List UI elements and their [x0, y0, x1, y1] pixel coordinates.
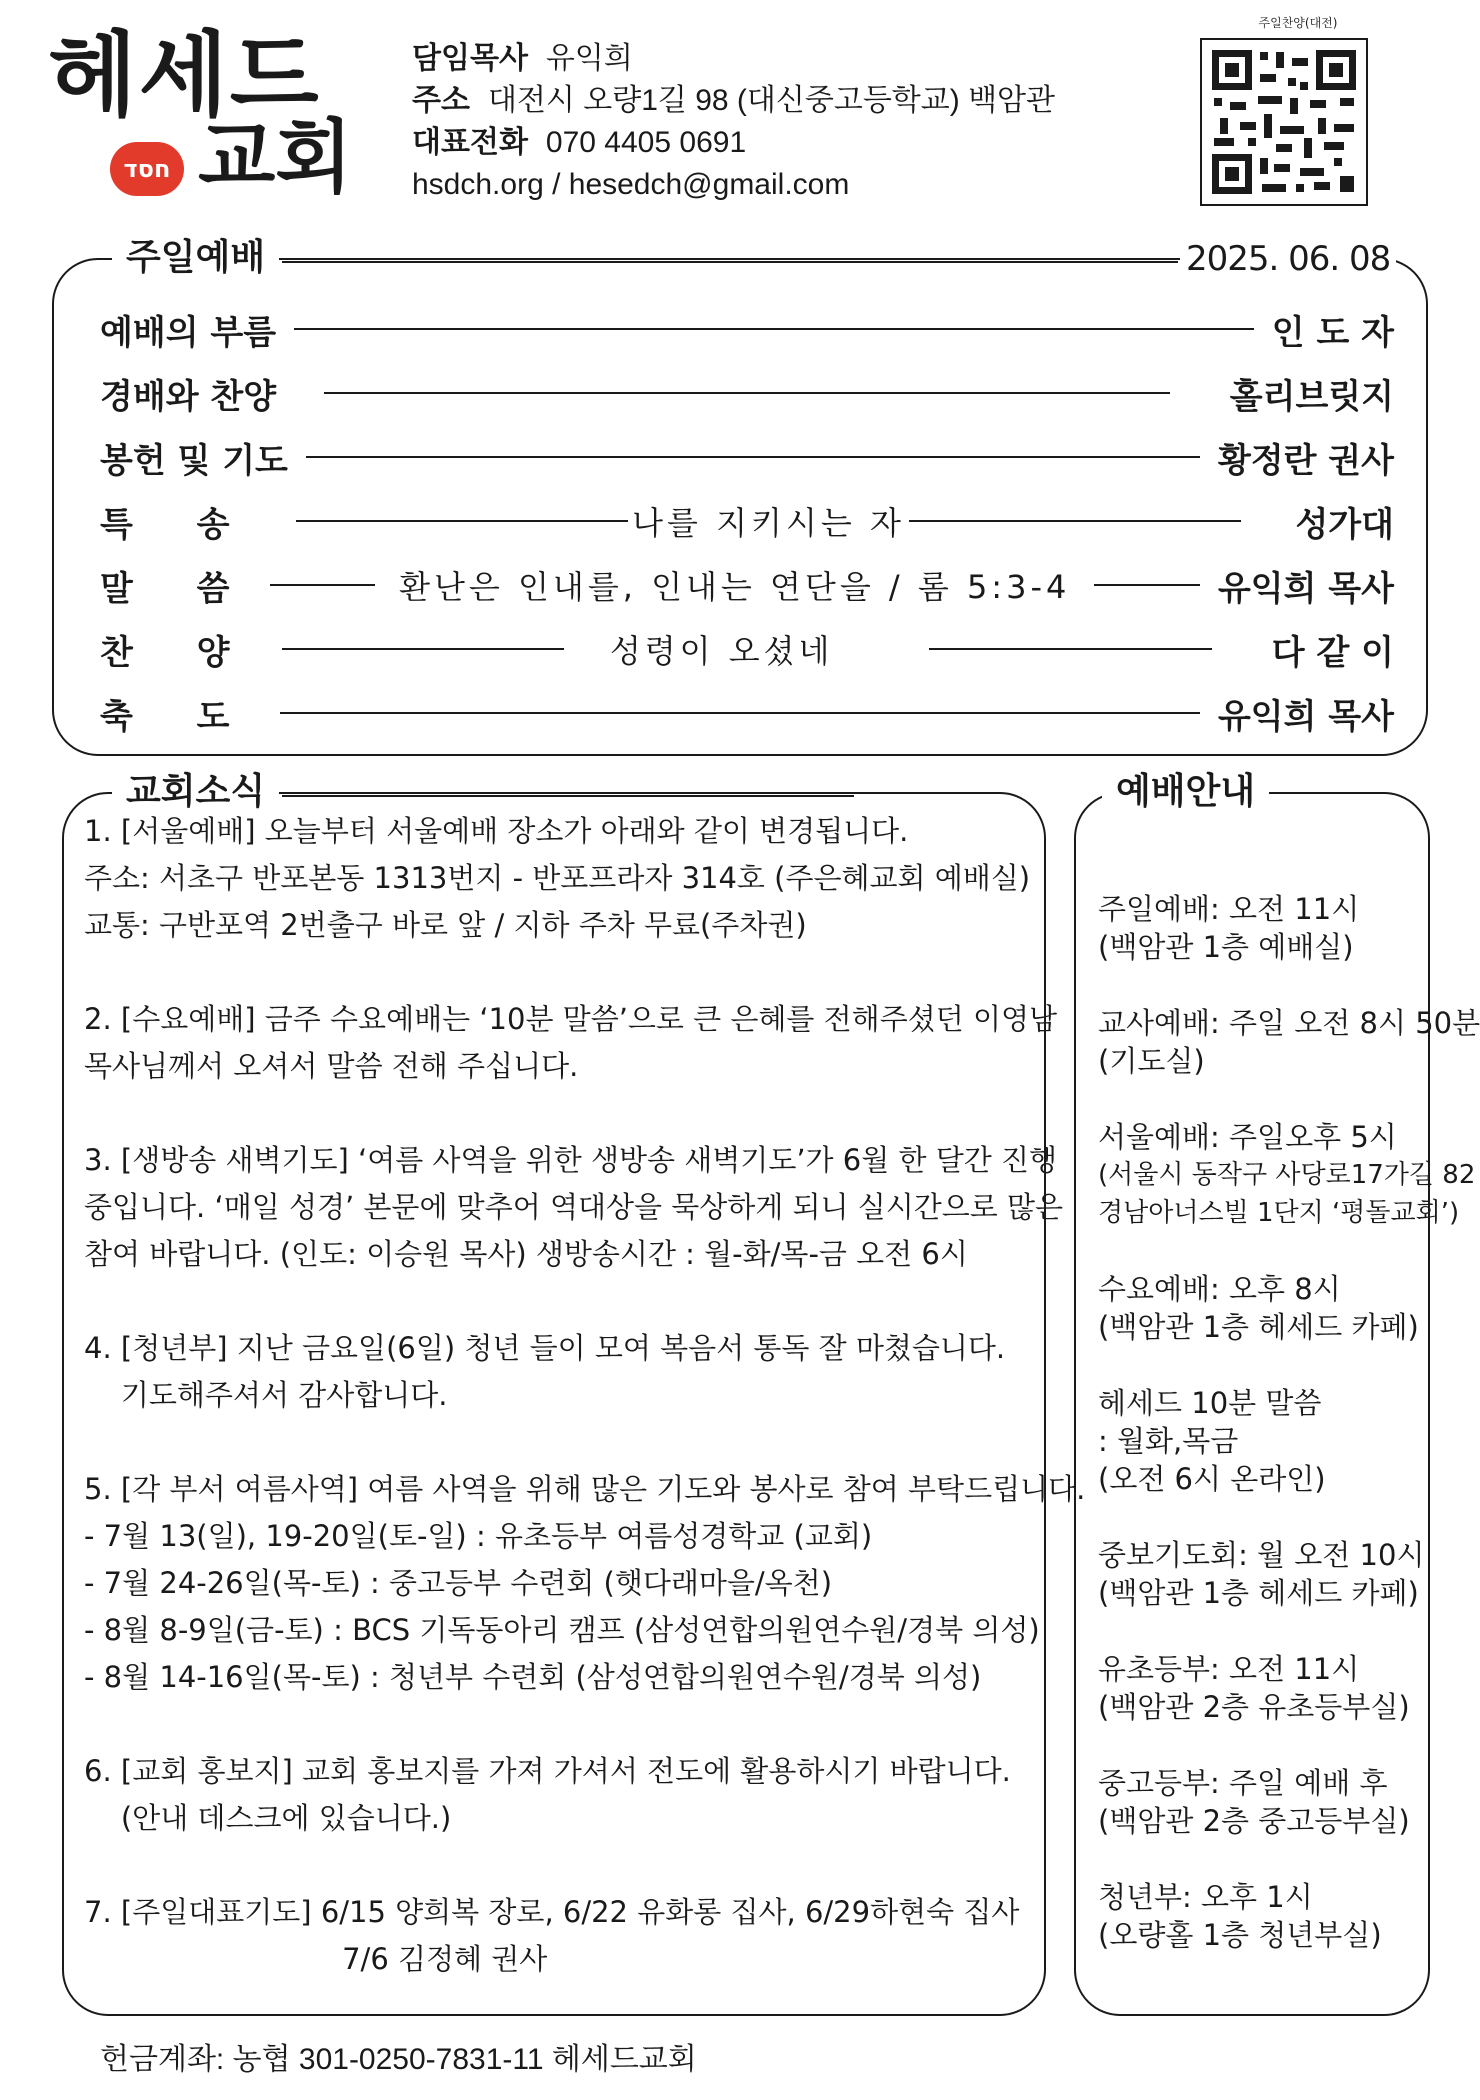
guide-line: [1098, 1726, 1428, 1764]
news-line: [84, 1842, 1044, 1889]
news-list: [84, 808, 1086, 1983]
guide-line: (백암관 2층 유초등부실): [1098, 1690, 1410, 1724]
row-label: 봉헌 및 기도: [100, 440, 288, 481]
row-rule: [294, 328, 1254, 330]
pastor-info: [412, 44, 633, 74]
web-email: hsdch.org / hesedch@gmail.com: [412, 168, 850, 201]
guide-line: [1098, 1498, 1428, 1536]
row-rule: [306, 456, 1200, 458]
news-line: 6. [교회 홍보지] 교회 홍보지를 가져 가셔서 전도에 활용하시기 바랍니다.: [84, 1754, 1011, 1788]
news-line: 3. [생방송 새벽기도] ‘여름 사역을 위한 생방송 새벽기도’가 6월 한 달간 진행: [84, 1143, 1057, 1177]
news-line: 참여 바랍니다. (인도: 이승원 목사) 생방송시간 : 월-화/목-금 오전 6시: [84, 1237, 968, 1271]
row-person: 성가대: [1295, 504, 1394, 545]
guide-line: 서울예배: 주일오후 5시: [1098, 1120, 1397, 1154]
row-middle: 나를 지키시는 자: [632, 504, 905, 542]
guide-line: (백암관 1층 예배실): [1098, 930, 1354, 964]
news-line: 2. [수요예배] 금주 수요예배는 ‘10분 말씀’으로 큰 은혜를 전해주셨던 이영남: [84, 1002, 1057, 1036]
phone-info: [412, 128, 746, 158]
row-label: 찬 양: [100, 632, 256, 673]
row-person: 인 도 자: [1271, 312, 1394, 353]
guide-line: 중고등부: 주일 예배 후: [1098, 1766, 1388, 1800]
address-label: 주소: [412, 84, 470, 117]
news-line: 기도해주셔서 감사합니다.: [84, 1378, 448, 1412]
guide-line: (백암관 2층 중고등부실): [1098, 1804, 1410, 1838]
guide-line: [1098, 966, 1428, 1004]
guide-line: (백암관 1층 헤세드 카페): [1098, 1576, 1419, 1610]
church-logo: [48, 22, 368, 204]
row-person: 유익희 목사: [1217, 568, 1394, 609]
worship-date: 2025. 06. 08: [1180, 242, 1396, 276]
worship-row-call: [100, 307, 1394, 351]
logo-seal: חסד: [110, 142, 184, 196]
guide-line: 유초등부: 오전 11시: [1098, 1652, 1360, 1686]
guide-line: (기도실): [1098, 1044, 1205, 1078]
row-rule: [909, 520, 1242, 522]
row-rule: [296, 520, 629, 522]
news-line: [84, 949, 1044, 996]
guide-line: 헤세드 10분 말씀: [1098, 1386, 1322, 1420]
guide-line: 중보기도회: 월 오전 10시: [1098, 1538, 1425, 1572]
row-rule: [270, 584, 376, 586]
row-label: 경배와 찬양: [100, 376, 277, 417]
qr-caption: 주일찬양(대전): [1258, 16, 1338, 30]
row-label: 예배의 부름: [100, 312, 277, 353]
guide-line: [1098, 1840, 1428, 1878]
worship-title: 주일예배: [112, 240, 279, 276]
worship-row-benediction: [100, 691, 1394, 735]
guide-line: (서울시 동작구 사당로17가길 82: [1098, 1160, 1476, 1190]
title-rule: [282, 795, 854, 797]
phone-label: 대표전화: [412, 126, 528, 159]
news-line: 4. [청년부] 지난 금요일(6일) 청년 들이 모여 복음서 통독 잘 마쳤습니다.: [84, 1331, 1006, 1365]
guide-line: 경남아너스빌 1단지 ‘평돌교회’): [1098, 1198, 1460, 1228]
guide-line: 주일예배: 오전 11시: [1098, 892, 1360, 926]
row-middle: 성령이 오셨네: [609, 632, 834, 670]
row-person: 황정란 권사: [1217, 440, 1394, 481]
row-person: 홀리브릿지: [1229, 376, 1394, 417]
guide-line: 수요예배: 오후 8시: [1098, 1272, 1341, 1306]
row-rule: [1094, 584, 1200, 586]
guide-line: 청년부: 오후 1시: [1098, 1880, 1313, 1914]
news-line: 5. [각 부서 여름사역] 여름 사역을 위해 많은 기도와 봉사로 참여 부탁드립니다.: [84, 1472, 1086, 1506]
guide-list: [1098, 890, 1480, 1954]
row-middle: 환난은 인내를, 인내는 연단을 / 롬 5:3-4: [399, 568, 1071, 606]
pastor-name: 유익희: [545, 42, 633, 75]
guide-line: : 월화,목금: [1098, 1424, 1239, 1458]
logo-text-line1: 헤세드: [48, 22, 321, 129]
pastor-label: 담임목사: [412, 42, 528, 75]
news-line: - 7월 13(일), 19-20일(토-일) : 유초등부 여름성경학교 (교회): [84, 1519, 873, 1553]
qr-code-icon[interactable]: [1200, 38, 1368, 206]
row-rule: [929, 648, 1211, 650]
offering-account: 헌금계좌: 농협 301-0250-7831-11 헤세드교회: [100, 2043, 697, 2076]
news-title: 교회소식: [112, 774, 279, 810]
guide-line: 교사예배: 주일 오전 8시 50분: [1098, 1006, 1480, 1040]
row-rule: [324, 392, 1170, 394]
news-line: 1. [서울예배] 오늘부터 서울예배 장소가 아래와 같이 변경됩니다.: [84, 814, 909, 848]
guide-line: (오전 6시 온라인): [1098, 1462, 1326, 1496]
news-line: (안내 데스크에 있습니다.): [84, 1801, 452, 1835]
news-line: - 8월 14-16일(목-토) : 청년부 수련회 (삼성연합의원연수원/경북 의성): [84, 1660, 982, 1694]
news-line: 7. [주일대표기도] 6/15 양희복 장로, 6/22 유화롱 집사, 6/29하현숙 집사: [84, 1895, 1020, 1929]
worship-row-special-song: [100, 499, 1394, 543]
logo-text-line2: 교회: [198, 111, 353, 204]
title-rule: [282, 261, 1178, 263]
row-label: 특 송: [100, 504, 256, 545]
news-line: [84, 1278, 1044, 1325]
news-line: 7/6 김정혜 권사: [84, 1942, 548, 1976]
guide-line: [1098, 1232, 1428, 1270]
news-line: 교통: 구반포역 2번출구 바로 앞 / 지하 주차 무료(주차권): [84, 908, 807, 942]
guide-title: 예배안내: [1102, 774, 1269, 810]
worship-row-praise: [100, 371, 1394, 415]
row-label: 축 도: [100, 696, 256, 737]
news-line: 중입니다. ‘매일 성경’ 본문에 맞추어 역대상을 묵상하게 되니 실시간으로 많은: [84, 1190, 1064, 1224]
row-person: 유익희 목사: [1217, 696, 1394, 737]
row-label: 말 씀: [100, 568, 256, 609]
guide-line: (백암관 1층 헤세드 카페): [1098, 1310, 1419, 1344]
news-line: - 8월 8-9일(금-토) : BCS 기독동아리 캠프 (삼성연합의원연수원/경북 의성): [84, 1613, 1040, 1647]
phone-value: 070 4405 0691: [545, 126, 747, 159]
news-line: [84, 1090, 1044, 1137]
row-rule: [280, 712, 1200, 714]
guide-line: [1098, 1612, 1428, 1650]
worship-row-sermon: [100, 563, 1394, 607]
news-line: - 7월 24-26일(목-토) : 중고등부 수련회 (햇다래마을/옥천): [84, 1566, 833, 1600]
worship-row-hymn: [100, 627, 1394, 671]
row-person: 다 같 이: [1271, 632, 1394, 673]
news-line: 목사님께서 오셔서 말씀 전해 주십니다.: [84, 1049, 579, 1083]
row-rule: [282, 648, 564, 650]
news-line: [84, 1419, 1044, 1466]
worship-row-offering: [100, 435, 1394, 479]
guide-line: (오량홀 1층 청년부실): [1098, 1918, 1382, 1952]
guide-line: [1098, 1080, 1428, 1118]
news-line: [84, 1701, 1044, 1748]
address-info: [412, 86, 1055, 116]
address-value: 대전시 오량1길 98 (대신중고등학교) 백암관: [487, 84, 1056, 117]
news-line: 주소: 서초구 반포본동 1313번지 - 반포프라자 314호 (주은혜교회 예배실): [84, 861, 1031, 895]
guide-line: [1098, 1346, 1428, 1384]
